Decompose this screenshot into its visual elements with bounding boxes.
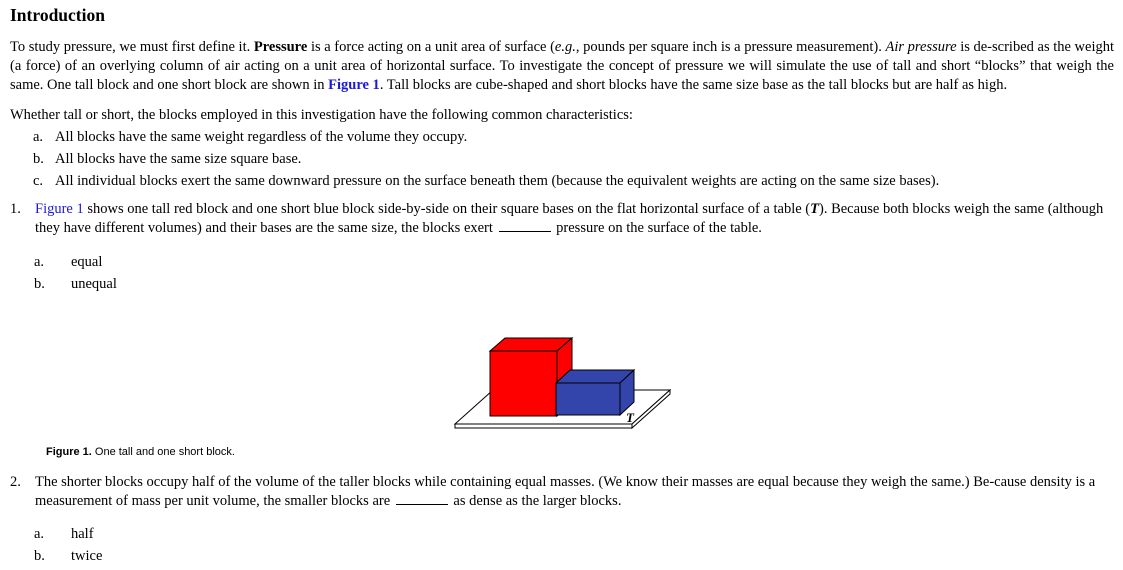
option-unequal[interactable]: b. unequal xyxy=(34,276,117,292)
question-1: 1. Figure 1 shows one tall red block and one short blue block side-by-side on their square bases on the flat horizontal surface of a table (T). Because both blocks weigh the same (although they have different volumes) and their bases are the same size, the blocks exert pressure on the surface of the table. xyxy=(10,201,1104,236)
question-1-options xyxy=(34,253,1114,297)
option-equal[interactable]: a. equal xyxy=(34,254,103,270)
section-heading: Introduction xyxy=(10,5,105,25)
list-item: b. All blocks have the same size square base. xyxy=(33,151,302,167)
table-edge xyxy=(455,424,632,428)
worksheet xyxy=(10,4,1114,297)
term-air-pressure: Air pressure xyxy=(885,39,957,55)
table-label: T xyxy=(626,410,634,425)
short-blue-block-front xyxy=(556,383,620,415)
question-2: 2. The shorter blocks occupy half of the volume of the taller blocks while containing equal masses. (We know their masses are equal because they weigh the same.) Be-cause density is a measurement of mass per unit volume, the smaller blocks are as dense as the larger blocks. a. half b. twice xyxy=(10,473,1114,569)
intro-paragraph: To study pressure, we must first define it. Pressure is a force acting on a unit area of surface (e.g., pounds per square inch is a pressure measurement). Air pressure is de-scribed as the weight (a force) of an overlying column of air acting on a unit area of horizontal surface. To investigate the concept of pressure we will simulate the use of tall and short “blocks” that weigh the same. One tall block and one short block are shown in Figure 1. Tall blocks are cube-shaped and short blocks have the same size base as the tall blocks but are half as high. xyxy=(10,39,1115,93)
figure-1-link[interactable]: Figure 1 xyxy=(35,201,84,217)
term-pressure: Pressure xyxy=(253,39,308,55)
figure-1-blocks xyxy=(440,334,680,434)
figure-caption: Figure 1. One tall and one short block. xyxy=(46,446,235,458)
question-2-options xyxy=(34,525,1114,569)
characteristics-lead: Whether tall or short, the blocks employed in this investigation have the following common characteristics: xyxy=(10,107,633,123)
tall-red-block-front xyxy=(490,351,557,416)
figure-1-link[interactable]: Figure 1 xyxy=(328,77,380,93)
list-item: c. All individual blocks exert the same downward pressure on the surface beneath them (because the equivalent weights are acting on the same size bases). xyxy=(33,173,940,189)
option-twice[interactable]: b. twice xyxy=(34,548,103,564)
list-item: a. All blocks have the same weight regardless of the volume they occupy. xyxy=(33,129,468,145)
answer-blank[interactable] xyxy=(396,492,448,505)
answer-blank[interactable] xyxy=(499,219,551,232)
characteristics-list xyxy=(33,128,1114,191)
option-half[interactable]: a. half xyxy=(34,526,94,542)
